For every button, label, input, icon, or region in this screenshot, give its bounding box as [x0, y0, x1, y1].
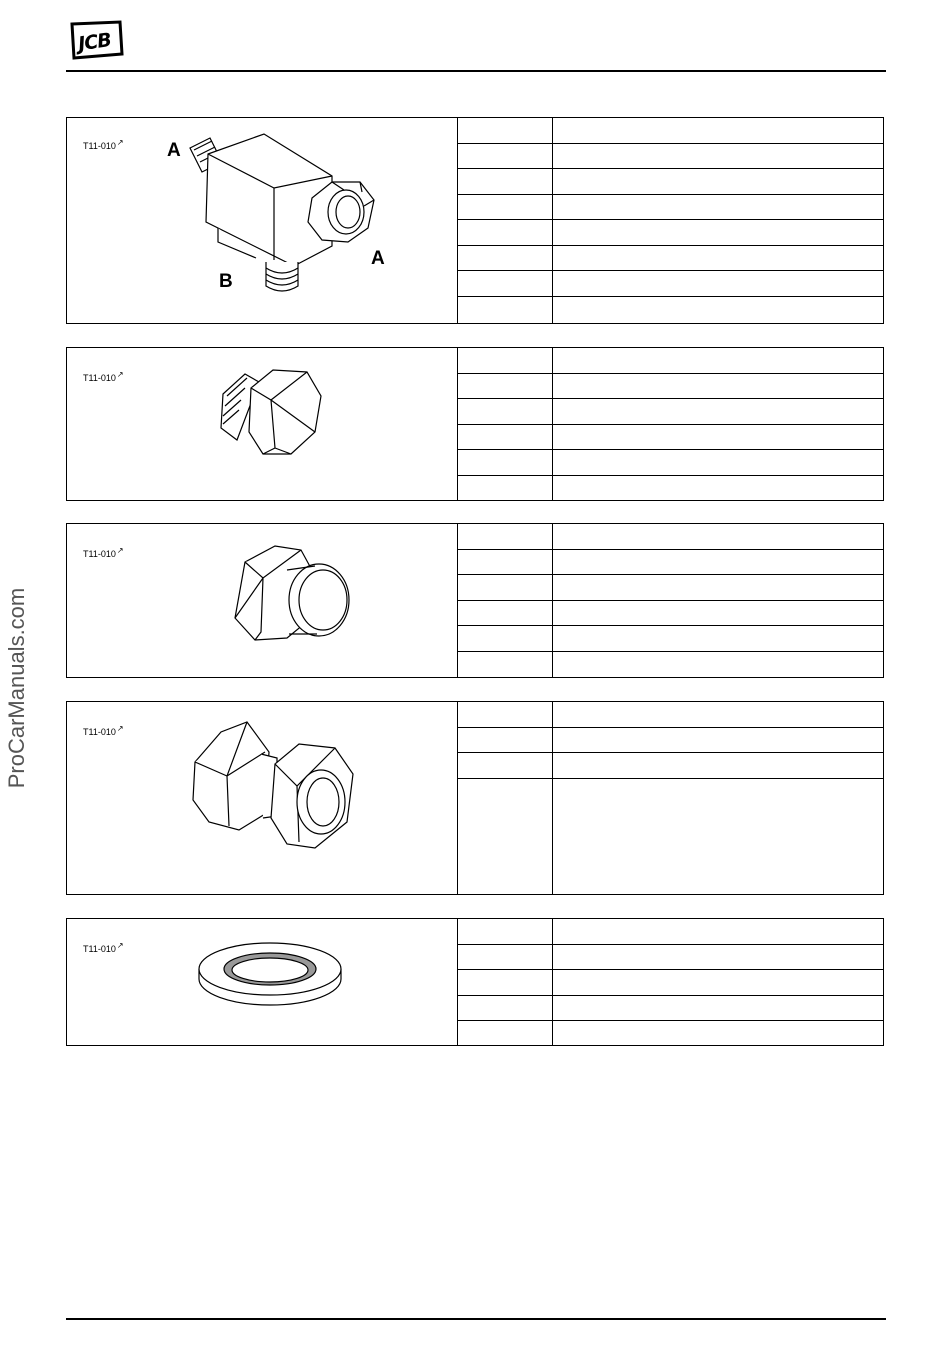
figure-reference: T11-010↗	[83, 546, 124, 559]
table-cell-value	[553, 195, 883, 219]
jcb-logo	[66, 20, 126, 60]
table-cell-key	[457, 425, 553, 449]
figure-reference: T11-010↗	[83, 724, 124, 737]
table-row	[457, 652, 883, 677]
table-cell-key	[457, 118, 553, 143]
table-cell-value	[553, 220, 883, 245]
table-cell-value	[553, 753, 883, 778]
table-row	[457, 297, 883, 324]
table-cell-value	[553, 399, 883, 424]
part-illustration-cell	[67, 118, 458, 323]
jcb-logo-text: JCB	[76, 29, 113, 56]
table-row	[457, 753, 883, 779]
table-row	[457, 702, 883, 728]
table-cell-value	[553, 919, 883, 944]
table-cell-key	[457, 601, 553, 625]
part-panel-5	[66, 918, 884, 1046]
figure-reference: T11-010↗	[83, 370, 124, 383]
part-panel-3	[66, 523, 884, 678]
table-row	[457, 425, 883, 450]
table-cell-value	[553, 118, 883, 143]
table-cell-key	[457, 399, 553, 424]
part-data-table	[457, 118, 883, 323]
table-cell-value	[553, 779, 883, 894]
table-cell-value	[553, 169, 883, 194]
table-row	[457, 601, 883, 626]
table-cell-key	[457, 524, 553, 549]
table-row	[457, 1021, 883, 1045]
table-cell-key	[457, 1021, 553, 1045]
table-cell-value	[553, 970, 883, 995]
part-illustration-cell	[67, 919, 458, 1045]
header-rule	[66, 70, 886, 72]
table-row	[457, 996, 883, 1021]
part-illustration-cell	[67, 524, 458, 677]
table-cell-value	[553, 476, 883, 500]
table-cell-value	[553, 945, 883, 969]
table-cell-value	[553, 348, 883, 373]
figure-reference: T11-010↗	[83, 941, 124, 954]
table-row	[457, 550, 883, 575]
table-cell-value	[553, 996, 883, 1020]
table-cell-value	[553, 524, 883, 549]
callout-a-right: A	[371, 248, 385, 269]
table-row	[457, 945, 883, 970]
part-panel-1	[66, 117, 884, 324]
table-cell-key	[457, 753, 553, 778]
table-row	[457, 779, 883, 894]
table-cell-value	[553, 297, 883, 324]
hex-blanking-cap-icon	[227, 542, 357, 652]
table-cell-key	[457, 220, 553, 245]
table-row	[457, 144, 883, 169]
table-row	[457, 220, 883, 246]
table-cell-key	[457, 246, 553, 270]
table-cell-key	[457, 575, 553, 600]
table-row	[457, 271, 883, 297]
callout-a-top: A	[167, 140, 181, 161]
table-cell-key	[457, 374, 553, 398]
table-cell-value	[553, 425, 883, 449]
table-row	[457, 169, 883, 195]
table-cell-key	[457, 728, 553, 752]
table-cell-key	[457, 450, 553, 475]
part-data-table	[457, 919, 883, 1045]
table-cell-value	[553, 626, 883, 651]
table-cell-key	[457, 970, 553, 995]
table-row	[457, 919, 883, 945]
table-cell-value	[553, 702, 883, 727]
table-cell-key	[457, 271, 553, 296]
table-row	[457, 374, 883, 399]
figure-reference: T11-010↗	[83, 138, 124, 151]
table-cell-key	[457, 779, 553, 894]
part-panel-4	[66, 701, 884, 895]
table-row	[457, 524, 883, 550]
table-cell-key	[457, 195, 553, 219]
table-cell-key	[457, 144, 553, 168]
hex-plug-icon	[215, 362, 335, 472]
table-cell-key	[457, 996, 553, 1020]
table-row	[457, 626, 883, 652]
callout-b: B	[219, 271, 233, 292]
table-cell-key	[457, 652, 553, 677]
table-row	[457, 118, 883, 144]
part-panel-2	[66, 347, 884, 501]
table-cell-value	[553, 271, 883, 296]
table-cell-key	[457, 550, 553, 574]
table-cell-value	[553, 601, 883, 625]
table-cell-key	[457, 297, 553, 324]
table-cell-value	[553, 652, 883, 677]
table-row	[457, 195, 883, 220]
part-data-table	[457, 524, 883, 677]
part-data-table	[457, 702, 883, 894]
table-row	[457, 575, 883, 601]
watermark: ProCarManuals.com	[4, 587, 29, 789]
part-illustration-cell	[67, 348, 458, 500]
table-row	[457, 970, 883, 996]
table-cell-key	[457, 626, 553, 651]
part-data-table	[457, 348, 883, 500]
table-cell-value	[553, 374, 883, 398]
table-cell-value	[553, 1021, 883, 1045]
table-row	[457, 476, 883, 500]
part-illustration-cell	[67, 702, 458, 894]
table-cell-key	[457, 476, 553, 500]
table-row	[457, 246, 883, 271]
table-row	[457, 399, 883, 425]
table-cell-key	[457, 169, 553, 194]
table-cell-value	[553, 728, 883, 752]
tee-adaptor-icon	[182, 128, 382, 308]
table-cell-value	[553, 450, 883, 475]
table-cell-key	[457, 702, 553, 727]
table-row	[457, 728, 883, 753]
table-cell-key	[457, 919, 553, 944]
table-row	[457, 450, 883, 476]
table-cell-key	[457, 945, 553, 969]
table-cell-value	[553, 246, 883, 270]
table-cell-value	[553, 144, 883, 168]
footer-rule	[66, 1318, 886, 1320]
bonded-seal-washer-icon	[195, 935, 345, 1007]
table-cell-value	[553, 575, 883, 600]
reducer-nut-icon	[189, 718, 359, 860]
table-cell-value	[553, 550, 883, 574]
table-cell-key	[457, 348, 553, 373]
table-row	[457, 348, 883, 374]
